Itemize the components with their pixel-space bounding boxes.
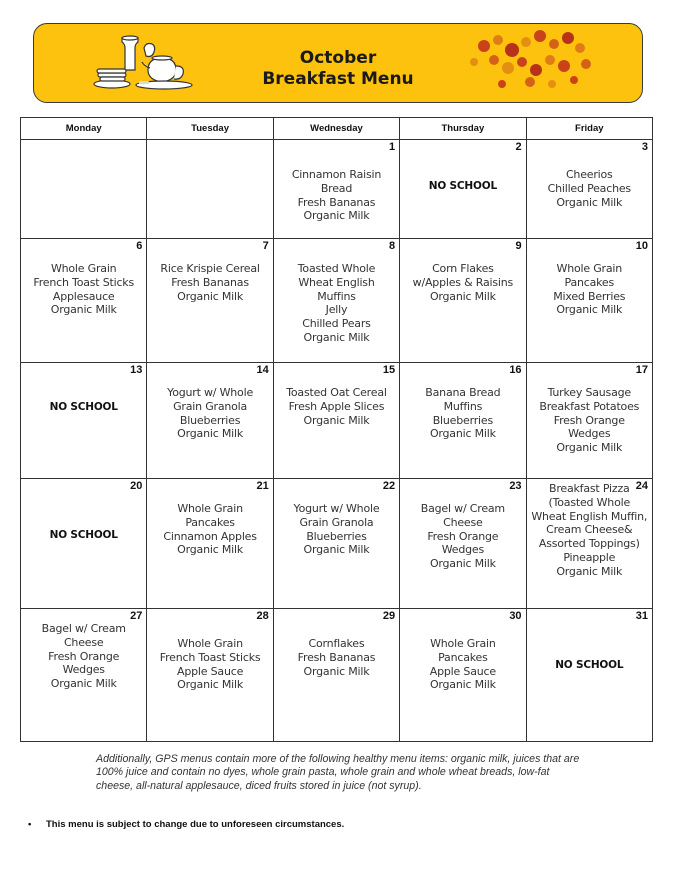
- menu-item: Apple Sauce: [429, 664, 496, 678]
- bullet-icon: •: [28, 819, 32, 830]
- menu-item: Fresh Bananas: [297, 195, 376, 209]
- day-number: 20: [130, 480, 143, 492]
- day-cell: [526, 239, 652, 363]
- menu-items: [400, 609, 525, 692]
- week-row: [21, 609, 653, 742]
- day-cell: [273, 239, 399, 363]
- day-number: 28: [256, 610, 269, 622]
- menu-item: Whole Grain: [177, 502, 243, 515]
- menu-item: Organic Milk: [50, 303, 117, 317]
- menu-item: Breakfast Potatoes: [539, 399, 640, 413]
- menu-items: [21, 140, 146, 168]
- menu-items: [527, 479, 652, 579]
- menu-items: [400, 363, 525, 441]
- menu-item: Pancakes: [185, 515, 235, 529]
- menu-items: [147, 479, 272, 557]
- day-cell: [21, 609, 147, 742]
- menu-item: Yogurt w/ Whole: [167, 386, 254, 399]
- menu-item: Fresh Orange: [427, 529, 499, 543]
- week-row: [21, 479, 653, 609]
- menu-item: Blueberries: [432, 413, 494, 427]
- menu-item: Organic Milk: [556, 195, 623, 209]
- menu-items: [274, 363, 399, 427]
- week-row: [21, 239, 653, 363]
- day-cell: [147, 239, 273, 363]
- day-number: 16: [509, 364, 522, 376]
- day-number: 9: [515, 240, 522, 252]
- weekday-header: Monday: [21, 118, 147, 140]
- no-school-label: NO SCHOOL: [555, 659, 624, 671]
- day-cell: [21, 479, 147, 609]
- menu-item: Fresh Orange: [553, 413, 625, 427]
- menu-items: [147, 609, 272, 692]
- day-cell: [400, 239, 526, 363]
- menu-item: Muffins: [443, 399, 483, 413]
- menu-item: French Toast Sticks: [159, 650, 261, 664]
- day-cell: [526, 363, 652, 479]
- menu-item: Rice Krispie Cereal: [160, 262, 260, 275]
- menu-item: Organic Milk: [429, 678, 496, 692]
- menu-item: Organic Milk: [303, 413, 370, 427]
- day-number: 2: [515, 141, 522, 153]
- day-cell: [21, 140, 147, 239]
- menu-item: Organic Milk: [177, 289, 244, 303]
- menu-item: Corn Flakes: [432, 262, 494, 275]
- menu-item: Applesauce: [52, 289, 115, 303]
- menu-item: Wheat English Muffin,: [531, 509, 648, 523]
- menu-item: Wheat English: [298, 275, 375, 289]
- day-cell: [147, 609, 273, 742]
- menu-items: [147, 239, 272, 303]
- menu-item: Blueberries: [179, 413, 241, 427]
- day-number: 6: [136, 240, 143, 252]
- weekday-header: Wednesday: [273, 118, 399, 140]
- menu-item: Bagel w/ Cream: [420, 502, 505, 515]
- week-row: [21, 363, 653, 479]
- title-month: October: [299, 48, 377, 68]
- weekday-header: Tuesday: [147, 118, 273, 140]
- menu-items: [400, 479, 525, 571]
- menu-item: (Toasted Whole: [548, 495, 631, 509]
- day-number: 14: [256, 364, 269, 376]
- menu-item: Organic Milk: [556, 564, 623, 578]
- menu-item: Wedges: [62, 663, 105, 677]
- day-cell: [400, 140, 526, 239]
- menu-item: Whole Grain: [177, 637, 243, 650]
- menu-item: Breakfast Pizza: [548, 482, 630, 495]
- menu-item: Organic Milk: [303, 330, 370, 344]
- menu-item: Organic Milk: [556, 303, 623, 317]
- menu-item: Cream Cheese&: [546, 523, 633, 537]
- day-cell: [273, 479, 399, 609]
- no-school-label: NO SCHOOL: [428, 180, 497, 192]
- menu-item: Chilled Peaches: [547, 181, 631, 195]
- day-cell: [21, 239, 147, 363]
- menu-items: [274, 609, 399, 678]
- menu-items: [527, 239, 652, 317]
- menu-items: [400, 239, 525, 303]
- disclaimer: [28, 819, 344, 830]
- no-school-label: NO SCHOOL: [49, 529, 118, 541]
- menu-item: Organic Milk: [556, 441, 623, 455]
- menu-item: French Toast Sticks: [33, 275, 134, 289]
- menu-item: Organic Milk: [50, 677, 117, 691]
- menu-item: Organic Milk: [303, 543, 370, 557]
- menu-items: [527, 363, 652, 455]
- day-cell: [526, 479, 652, 609]
- menu-calendar: [20, 117, 653, 742]
- menu-items: [274, 239, 399, 345]
- day-number: 23: [509, 480, 522, 492]
- menu-item: Organic Milk: [177, 543, 244, 557]
- menu-item: Pancakes: [564, 275, 615, 289]
- day-cell: [526, 140, 652, 239]
- menu-item: Whole Grain: [556, 262, 623, 275]
- menu-items: [21, 363, 146, 415]
- day-cell: [147, 140, 273, 239]
- autumn-leaves-icon: [454, 26, 604, 100]
- menu-item: Bread: [320, 181, 353, 195]
- menu-items: [147, 363, 272, 441]
- day-number: 10: [635, 240, 648, 252]
- menu-item: Fresh Bananas: [297, 650, 376, 664]
- day-number: 21: [256, 480, 269, 492]
- day-number: 29: [382, 610, 396, 622]
- day-number: 30: [509, 610, 522, 622]
- day-number: 3: [641, 141, 648, 153]
- menu-item: Toasted Oat Cereal: [286, 386, 387, 399]
- menu-item: Muffins: [317, 289, 356, 303]
- menu-items: [21, 479, 146, 543]
- menu-item: Fresh Bananas: [171, 275, 249, 289]
- menu-items: [21, 239, 146, 317]
- day-number: 7: [262, 240, 269, 252]
- menu-items: [527, 609, 652, 673]
- day-number: 13: [130, 364, 143, 376]
- menu-item: Banana Bread: [425, 386, 501, 399]
- menu-item: Grain Granola: [173, 399, 248, 413]
- calendar-body: [21, 140, 653, 742]
- day-cell: [147, 363, 273, 479]
- day-number: 15: [382, 364, 396, 376]
- menu-item: Cheerios: [565, 168, 613, 181]
- day-number: 8: [389, 240, 396, 252]
- healthy-items-note: Additionally, GPS menus contain more of the following healthy menu items: organic milk, juices that are 100% juice and contain no dyes, whole grain pasta, whole grain and whole wheat breads, low-fat cheese, all-natural applesauce, diced fruits stored in juice (not syrup).: [96, 753, 580, 792]
- day-number: 31: [635, 610, 648, 622]
- menu-item: Organic Milk: [429, 289, 496, 303]
- menu-item: Cinnamon Apples: [163, 529, 257, 543]
- menu-item: Fresh Orange: [48, 649, 120, 663]
- menu-item: Grain Granola: [299, 515, 374, 529]
- menu-item: Cinnamon Raisin: [291, 168, 382, 181]
- disclaimer-text: This menu is subject to change due to unforeseen circumstances.: [46, 819, 345, 830]
- menu-items: [147, 140, 272, 168]
- day-cell: [273, 609, 399, 742]
- menu-item: Chilled Pears: [302, 317, 371, 331]
- menu-item: Pineapple: [563, 550, 616, 564]
- day-number: 17: [635, 364, 648, 376]
- day-cell: [147, 479, 273, 609]
- menu-item: Wedges: [568, 427, 611, 441]
- day-cell: [273, 140, 399, 239]
- menu-item: Organic Milk: [303, 209, 370, 223]
- title-banner: [33, 23, 643, 103]
- menu-item: Mixed Berries: [553, 289, 626, 303]
- day-cell: [526, 609, 652, 742]
- menu-item: Toasted Whole: [297, 262, 376, 275]
- day-cell: [400, 363, 526, 479]
- menu-item: Pancakes: [438, 650, 488, 664]
- menu-item: Apple Sauce: [177, 664, 244, 678]
- day-number: 24: [635, 480, 648, 492]
- weekday-header-row: [21, 118, 653, 140]
- menu-items: [274, 140, 399, 223]
- menu-items: [274, 479, 399, 557]
- menu-item: w/Apples & Raisins: [412, 275, 514, 289]
- menu-items: [21, 609, 146, 691]
- day-number: 1: [389, 141, 396, 153]
- menu-item: Organic Milk: [429, 557, 496, 571]
- no-school-label: NO SCHOOL: [49, 401, 118, 413]
- day-cell: [273, 363, 399, 479]
- week-row: [21, 140, 653, 239]
- menu-items: [400, 140, 525, 194]
- menu-item: Cheese: [443, 515, 483, 529]
- menu-item: Blueberries: [306, 529, 367, 543]
- menu-item: Fresh Apple Slices: [288, 399, 385, 413]
- day-cell: [21, 363, 147, 479]
- menu-item: Cheese: [63, 635, 104, 649]
- day-cell: [400, 609, 526, 742]
- menu-item: Yogurt w/ Whole: [293, 502, 380, 515]
- menu-item: Bagel w/ Cream: [41, 622, 126, 635]
- menu-item: Wedges: [441, 543, 484, 557]
- day-number: 22: [382, 480, 396, 492]
- menu-item: Whole Grain: [430, 637, 496, 650]
- menu-item: Organic Milk: [177, 678, 244, 692]
- menu-item: Cornflakes: [308, 637, 365, 650]
- title-subtitle: Breakfast Menu: [262, 69, 414, 89]
- weekday-header: Thursday: [400, 118, 526, 140]
- menu-item: Organic Milk: [303, 664, 370, 678]
- day-number: 27: [130, 610, 143, 622]
- menu-items: [527, 140, 652, 209]
- menu-item: Whole Grain: [50, 262, 117, 275]
- menu-item: Turkey Sausage: [547, 386, 631, 399]
- day-cell: [400, 479, 526, 609]
- menu-item: Organic Milk: [177, 427, 244, 441]
- menu-item: Organic Milk: [429, 427, 496, 441]
- menu-item: Assorted Toppings): [538, 537, 640, 551]
- weekday-header: Friday: [526, 118, 652, 140]
- menu-item: Jelly: [325, 303, 348, 317]
